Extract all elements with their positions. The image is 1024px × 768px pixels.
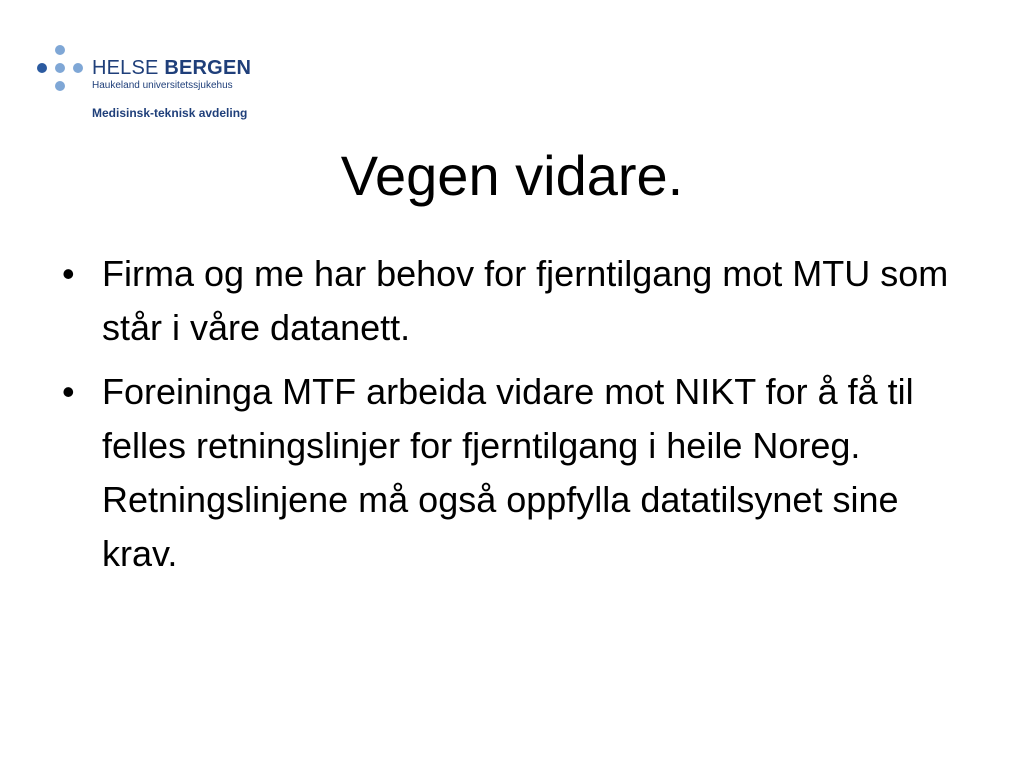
helse-bergen-logo	[34, 42, 274, 126]
bullet-item	[62, 247, 982, 355]
slide-title: Vegen vidare.	[340, 144, 684, 207]
logo-subtitle: Haukeland universitetssjukehus	[92, 80, 233, 91]
logo-dots-icon	[34, 42, 94, 92]
bullet-mark: •	[62, 371, 75, 412]
logo-name-first: HELSE	[92, 57, 159, 79]
bullet-text: Foreininga MTF arbeida vidare mot NIKT for å få til felles retningslinjer for fjerntilgang i heile Noreg. Retningslinjene må også oppfylla datatilsynet sine krav.	[102, 371, 914, 574]
bullet-text: Firma og me har behov for fjerntilgang mot MTU som står i våre datanett.	[102, 253, 949, 348]
bullet-mark: •	[62, 253, 75, 294]
logo-wordmark	[92, 57, 251, 79]
bullet-list	[62, 247, 982, 591]
bullet-item	[62, 365, 982, 581]
logo-name-second: BERGEN	[164, 57, 252, 79]
logo-department: Medisinsk-teknisk avdeling	[92, 106, 248, 120]
